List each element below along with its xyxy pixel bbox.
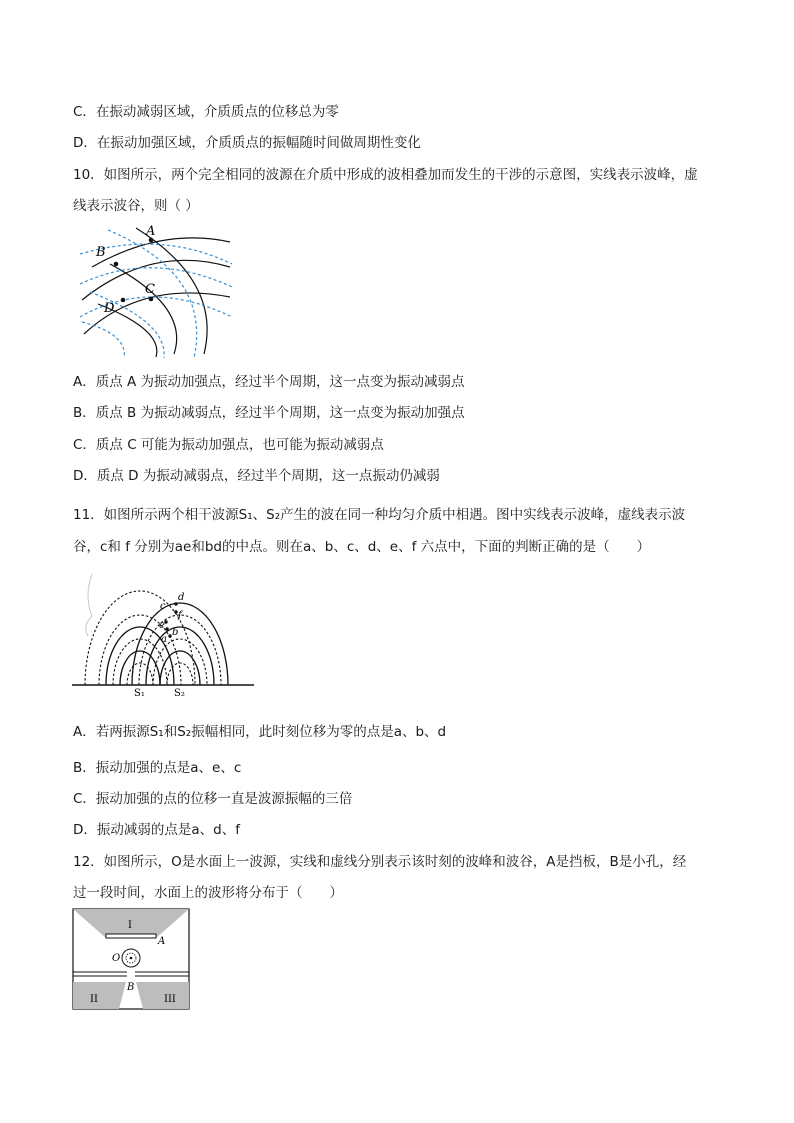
q11-stem-line2: 谷，c和 f 分别为ae和bd的中点。则在a、b、c、d、e、f 六点中，下面的判断正确的是（ ） [73,539,651,555]
q11-option-c: C．振动加强的点的位移一直是波源振幅的三倍 [73,791,353,807]
fig12-region-i: I [128,920,132,931]
q12-stem-line2: 过一段时间，水面上的波形将分布于（ ） [73,885,343,901]
fig12-region-iii: III [164,994,176,1005]
fig12-region-ii: II [90,994,98,1005]
fig12-label-o: O [112,953,121,964]
fig11-label-a: a [161,634,167,645]
q11-stem-line1: 11．如图所示两个相干波源S₁、S₂产生的波在同一种均匀介质中相遇。图中实线表示波峰，虚线表示波 [73,507,686,523]
fig11-label-b: b [172,627,179,638]
q12-stem-line1: 12．如图所示，O是水面上一波源，实线和虚线分别表示该时刻的波峰和波谷，A是挡板，B是小孔，经 [73,854,687,870]
fig10-label-d: D [104,301,115,316]
fig10-label-c: C [145,282,155,297]
q10-stem-line1: 10．如图所示，两个完全相同的波源在介质中形成的波相叠加而发生的干涉的示意图，实线表示波峰，虚 [73,167,698,183]
q10-interference-figure [72,222,242,362]
fig11-label-d: d [178,592,185,603]
q11-option-d: D．振动减弱的点是a、d、f [73,822,240,838]
fig12-label-b: B [127,982,135,993]
q10-option-c: C．质点 C 可能为振动加强点，也可能为振动减弱点 [73,437,384,453]
fig11-label-c: c [160,601,166,612]
fig11-label-f: f [178,610,182,621]
q11-option-b: B．振动加强的点是a、e、c [73,760,242,776]
q10-option-d: D．质点 D 为振动减弱点，经过半个周期，这一点振动仍减弱 [73,468,440,484]
fig10-label-a: A [146,224,156,239]
q11-interference-figure [70,566,256,700]
q12-barrier-figure [72,908,192,1012]
option-c-prev: C．在振动减弱区域，介质质点的位移总为零 [73,104,339,120]
fig11-label-e: e [159,620,165,631]
fig10-label-b: B [96,245,106,260]
q11-option-a: A．若两振源S₁和S₂振幅相同，此时刻位移为零的点是a、b、d [73,724,447,740]
q10-stem-line2: 线表示波谷，则（ ） [73,198,199,214]
q10-option-a: A．质点 A 为振动加强点，经过半个周期，这一点变为振动减弱点 [73,374,465,390]
fig11-label-s2: S₂ [174,688,185,699]
fig11-label-s1: S₁ [134,688,145,699]
fig12-label-a: A [158,936,166,947]
option-d-prev: D．在振动加强区域，介质质点的振幅随时间做周期性变化 [73,135,421,151]
q10-option-b: B．质点 B 为振动减弱点，经过半个周期，这一点变为振动加强点 [73,405,465,421]
